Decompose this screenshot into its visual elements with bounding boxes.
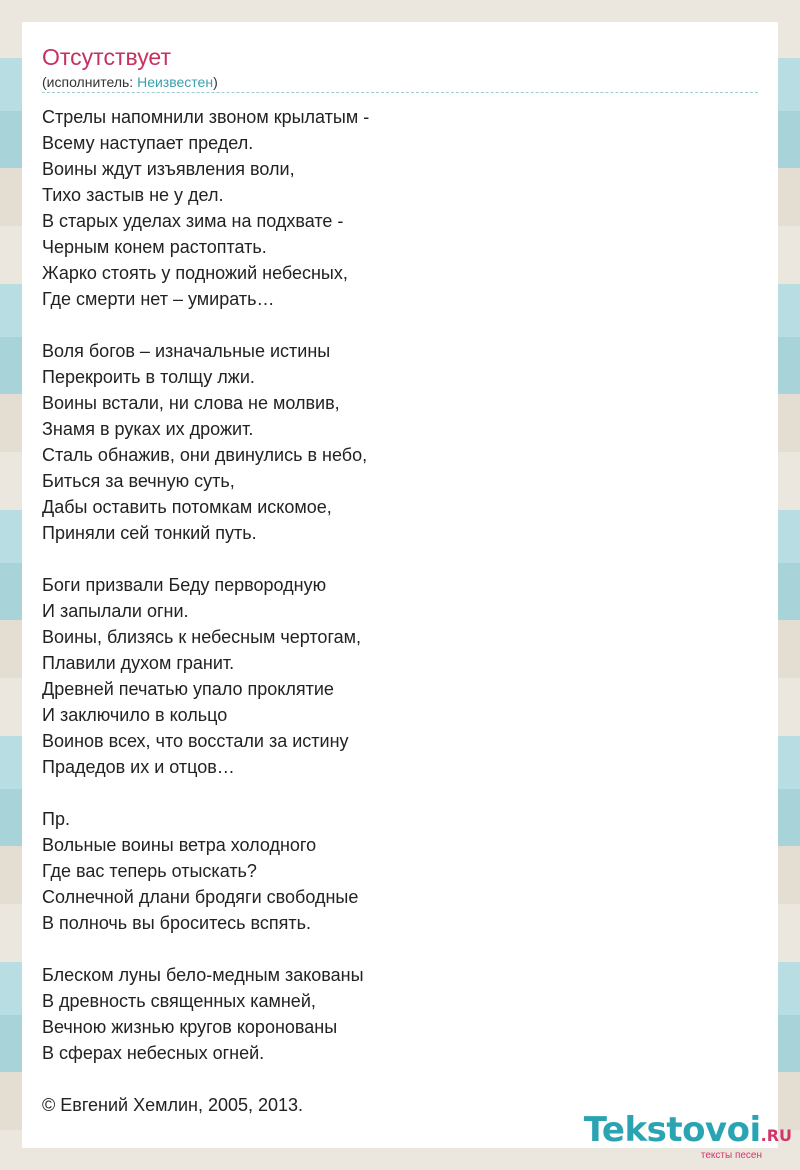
lyric-line: Воины встали, ни слова не молвив, [42, 393, 340, 413]
lyrics-card [22, 22, 778, 1148]
lyric-line: Дабы оставить потомкам искомое, [42, 497, 332, 517]
lyric-line: И заключило в кольцо [42, 705, 228, 725]
performer-suffix: ) [213, 74, 218, 90]
song-title: Отсутствует [42, 44, 171, 70]
lyric-line: Перекроить в толщу лжи. [42, 367, 255, 387]
logo-tld: .RU [760, 1126, 792, 1145]
lyric-line: В древность священных камней, [42, 991, 316, 1011]
lyric-line: Где смерти нет – умирать… [42, 289, 275, 309]
site-logo[interactable] [584, 1112, 792, 1162]
lyric-line: Боги призвали Беду первородную [42, 575, 327, 595]
lyric-line: Древней печатью упало проклятие [42, 679, 334, 699]
lyrics-body [42, 104, 758, 1092]
lyric-line: И запылали огни. [42, 601, 189, 621]
stanza [42, 806, 758, 936]
lyric-line: Блеском луны бело-медным закованы [42, 965, 364, 985]
lyric-line: В старых уделах зима на подхвате - [42, 211, 344, 231]
lyric-line: Где вас теперь отыскать? [42, 861, 257, 881]
lyric-line: Вечною жизнью кругов коронованы [42, 1017, 338, 1037]
lyric-line: Вольные воины ветра холодного [42, 835, 317, 855]
logo-name: Tekstovoi [583, 1110, 761, 1150]
stanza [42, 962, 758, 1066]
logo-wordmark [584, 1112, 792, 1154]
lyric-line: Воины ждут изъявления воли, [42, 159, 295, 179]
lyric-line: Жарко стоять у подножий небесных, [42, 263, 348, 283]
stanza [42, 338, 758, 546]
lyric-line: Приняли сей тонкий путь. [42, 523, 257, 543]
lyric-line: Сталь обнажив, они двинулись в небо, [42, 445, 368, 465]
stanza [42, 572, 758, 780]
performer-name-link[interactable]: Неизвестен [137, 74, 214, 90]
lyric-line: В полночь вы броситесь вспять. [42, 913, 311, 933]
title-divider [42, 92, 758, 93]
logo-tagline: тексты песен [700, 1150, 762, 1161]
lyric-line: Тихо застыв не у дел. [42, 185, 224, 205]
lyric-line: Пр. [42, 809, 70, 829]
performer-line [42, 73, 218, 91]
lyric-line: Черным конем растоптать. [42, 237, 267, 257]
lyric-line: Воинов всех, что восстали за истину [42, 731, 349, 751]
lyric-line: Воля богов – изначальные истины [42, 341, 331, 361]
lyric-line: Всему наступает предел. [42, 133, 254, 153]
stanza [42, 104, 758, 312]
lyric-line: Солнечной длани бродяги свободные [42, 887, 359, 907]
lyric-line: Прадедов их и отцов… [42, 757, 235, 777]
lyric-line: Плавили духом гранит. [42, 653, 235, 673]
lyric-line: Знамя в руках их дрожит. [42, 419, 254, 439]
lyric-line: Биться за вечную суть, [42, 471, 235, 491]
lyric-line: В сферах небесных огней. [42, 1043, 265, 1063]
performer-prefix: (исполнитель: [42, 74, 138, 90]
lyric-line: Воины, близясь к небесным чертогам, [42, 627, 361, 647]
copyright-line: © Евгений Хемлин, 2005, 2013. [42, 1095, 304, 1115]
lyric-line: Стрелы напомнили звоном крылатым - [42, 107, 370, 127]
